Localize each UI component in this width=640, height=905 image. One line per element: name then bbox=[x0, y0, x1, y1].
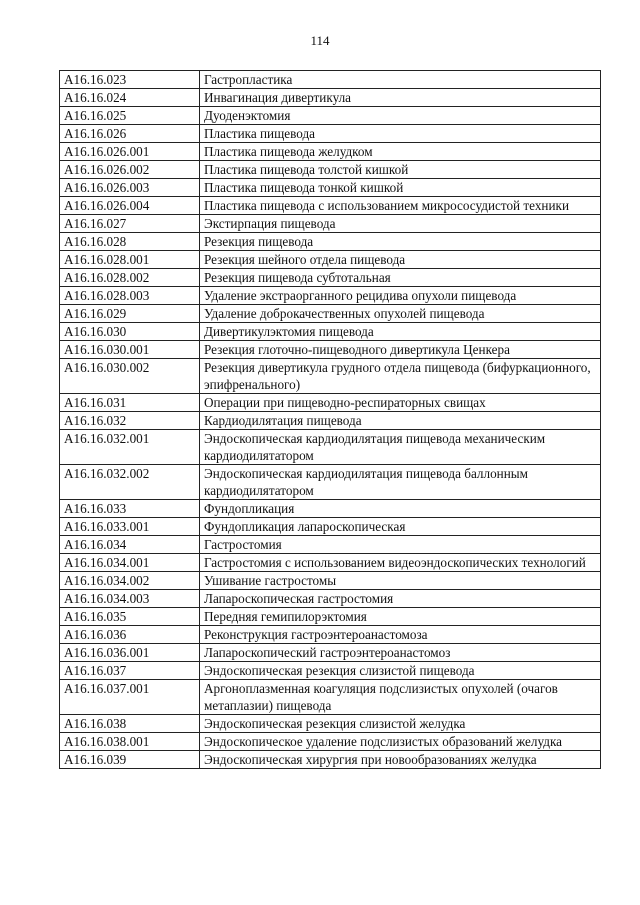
table-row bbox=[60, 107, 601, 125]
table-row bbox=[60, 554, 601, 572]
procedure-name: Аргоноплазменная коагуляция подслизистых опухолей (очагов метаплазии) пищевода bbox=[200, 680, 601, 715]
table-row bbox=[60, 715, 601, 733]
procedure-name: Эндоскопическая резекция слизистой пищевода bbox=[200, 662, 601, 680]
table-row bbox=[60, 161, 601, 179]
table-row bbox=[60, 644, 601, 662]
procedure-name: Эндоскопическая хирургия при новообразованиях желудка bbox=[200, 751, 601, 769]
procedure-code: A16.16.024 bbox=[60, 89, 200, 107]
procedure-code: A16.16.026.004 bbox=[60, 197, 200, 215]
procedure-name: Лапароскопическая гастростомия bbox=[200, 590, 601, 608]
table-row bbox=[60, 233, 601, 251]
procedure-code: A16.16.032.001 bbox=[60, 430, 200, 465]
procedure-code: A16.16.028.003 bbox=[60, 287, 200, 305]
procedure-code: A16.16.035 bbox=[60, 608, 200, 626]
table-row bbox=[60, 269, 601, 287]
procedure-name: Передняя гемипилорэктомия bbox=[200, 608, 601, 626]
procedures-table bbox=[59, 70, 601, 769]
procedures-table-body bbox=[60, 71, 601, 769]
table-row bbox=[60, 125, 601, 143]
procedure-name: Резекция шейного отдела пищевода bbox=[200, 251, 601, 269]
table-row bbox=[60, 215, 601, 233]
procedure-code: A16.16.027 bbox=[60, 215, 200, 233]
procedure-code: A16.16.038.001 bbox=[60, 733, 200, 751]
procedure-name: Ушивание гастростомы bbox=[200, 572, 601, 590]
table-row bbox=[60, 287, 601, 305]
procedure-code: A16.16.028.002 bbox=[60, 269, 200, 287]
procedure-code: A16.16.026 bbox=[60, 125, 200, 143]
procedure-name: Инвагинация дивертикула bbox=[200, 89, 601, 107]
procedure-name: Удаление доброкачественных опухолей пищевода bbox=[200, 305, 601, 323]
procedure-code: A16.16.034 bbox=[60, 536, 200, 554]
procedure-name: Гастростомия с использованием видеоэндоскопических технологий bbox=[200, 554, 601, 572]
table-row bbox=[60, 500, 601, 518]
procedure-name: Эндоскопическая резекция слизистой желудка bbox=[200, 715, 601, 733]
procedure-name: Пластика пищевода желудком bbox=[200, 143, 601, 161]
table-row bbox=[60, 465, 601, 500]
procedure-code: A16.16.036.001 bbox=[60, 644, 200, 662]
table-row bbox=[60, 430, 601, 465]
table-row bbox=[60, 143, 601, 161]
table-row bbox=[60, 518, 601, 536]
procedure-name: Эндоскопическое удаление подслизистых образований желудка bbox=[200, 733, 601, 751]
procedure-code: A16.16.036 bbox=[60, 626, 200, 644]
table-row bbox=[60, 197, 601, 215]
procedure-name: Дивертикулэктомия пищевода bbox=[200, 323, 601, 341]
table-row bbox=[60, 608, 601, 626]
procedure-name: Пластика пищевода тонкой кишкой bbox=[200, 179, 601, 197]
procedure-code: A16.16.038 bbox=[60, 715, 200, 733]
table-row bbox=[60, 89, 601, 107]
table-row bbox=[60, 341, 601, 359]
table-row bbox=[60, 626, 601, 644]
procedure-name: Резекция пищевода bbox=[200, 233, 601, 251]
procedure-name: Фундопликация лапароскопическая bbox=[200, 518, 601, 536]
table-row bbox=[60, 359, 601, 394]
procedure-code: A16.16.034.002 bbox=[60, 572, 200, 590]
procedure-code: A16.16.029 bbox=[60, 305, 200, 323]
procedure-name: Гастропластика bbox=[200, 71, 601, 89]
procedure-code: A16.16.031 bbox=[60, 394, 200, 412]
procedure-name: Реконструкция гастроэнтероанастомоза bbox=[200, 626, 601, 644]
procedure-name: Фундопликация bbox=[200, 500, 601, 518]
procedure-code: A16.16.032 bbox=[60, 412, 200, 430]
procedure-name: Резекция пищевода субтотальная bbox=[200, 269, 601, 287]
procedure-code: A16.16.039 bbox=[60, 751, 200, 769]
procedure-name: Операции при пищеводно-респираторных свищах bbox=[200, 394, 601, 412]
table-row bbox=[60, 179, 601, 197]
procedure-name: Пластика пищевода bbox=[200, 125, 601, 143]
table-row bbox=[60, 323, 601, 341]
procedure-code: A16.16.025 bbox=[60, 107, 200, 125]
procedure-code: A16.16.028 bbox=[60, 233, 200, 251]
table-row bbox=[60, 251, 601, 269]
page-number: 114 bbox=[310, 33, 330, 48]
table-row bbox=[60, 590, 601, 608]
table-row bbox=[60, 536, 601, 554]
procedure-name: Резекция дивертикула грудного отдела пищевода (бифуркационного, эпифренального) bbox=[200, 359, 601, 394]
procedure-code: A16.16.030 bbox=[60, 323, 200, 341]
procedure-name: Удаление экстраорганного рецидива опухоли пищевода bbox=[200, 287, 601, 305]
procedure-code: A16.16.037.001 bbox=[60, 680, 200, 715]
procedure-code: A16.16.034.001 bbox=[60, 554, 200, 572]
procedure-code: A16.16.034.003 bbox=[60, 590, 200, 608]
procedure-code: A16.16.026.003 bbox=[60, 179, 200, 197]
table-row bbox=[60, 680, 601, 715]
procedure-name: Кардиодилятация пищевода bbox=[200, 412, 601, 430]
procedure-code: A16.16.030.001 bbox=[60, 341, 200, 359]
procedure-code: A16.16.023 bbox=[60, 71, 200, 89]
procedure-code: A16.16.028.001 bbox=[60, 251, 200, 269]
procedure-code: A16.16.033.001 bbox=[60, 518, 200, 536]
table-row bbox=[60, 662, 601, 680]
table-row bbox=[60, 71, 601, 89]
procedure-name: Эндоскопическая кардиодилятация пищевода механическим кардиодилятатором bbox=[200, 430, 601, 465]
table-row bbox=[60, 751, 601, 769]
procedure-name: Дуоденэктомия bbox=[200, 107, 601, 125]
procedure-name: Экстирпация пищевода bbox=[200, 215, 601, 233]
table-row bbox=[60, 572, 601, 590]
procedure-name: Резекция глоточно-пищеводного дивертикула Ценкера bbox=[200, 341, 601, 359]
procedure-name: Лапароскопический гастроэнтероанастомоз bbox=[200, 644, 601, 662]
table-row bbox=[60, 733, 601, 751]
procedure-code: A16.16.037 bbox=[60, 662, 200, 680]
procedure-code: A16.16.033 bbox=[60, 500, 200, 518]
table-row bbox=[60, 412, 601, 430]
procedure-code: A16.16.032.002 bbox=[60, 465, 200, 500]
procedure-code: A16.16.030.002 bbox=[60, 359, 200, 394]
procedure-name: Гастростомия bbox=[200, 536, 601, 554]
table-row bbox=[60, 305, 601, 323]
table-row bbox=[60, 394, 601, 412]
procedure-name: Эндоскопическая кардиодилятация пищевода баллонным кардиодилятатором bbox=[200, 465, 601, 500]
procedure-code: A16.16.026.001 bbox=[60, 143, 200, 161]
procedure-name: Пластика пищевода толстой кишкой bbox=[200, 161, 601, 179]
procedure-code: A16.16.026.002 bbox=[60, 161, 200, 179]
procedure-name: Пластика пищевода с использованием микрососудистой техники bbox=[200, 197, 601, 215]
